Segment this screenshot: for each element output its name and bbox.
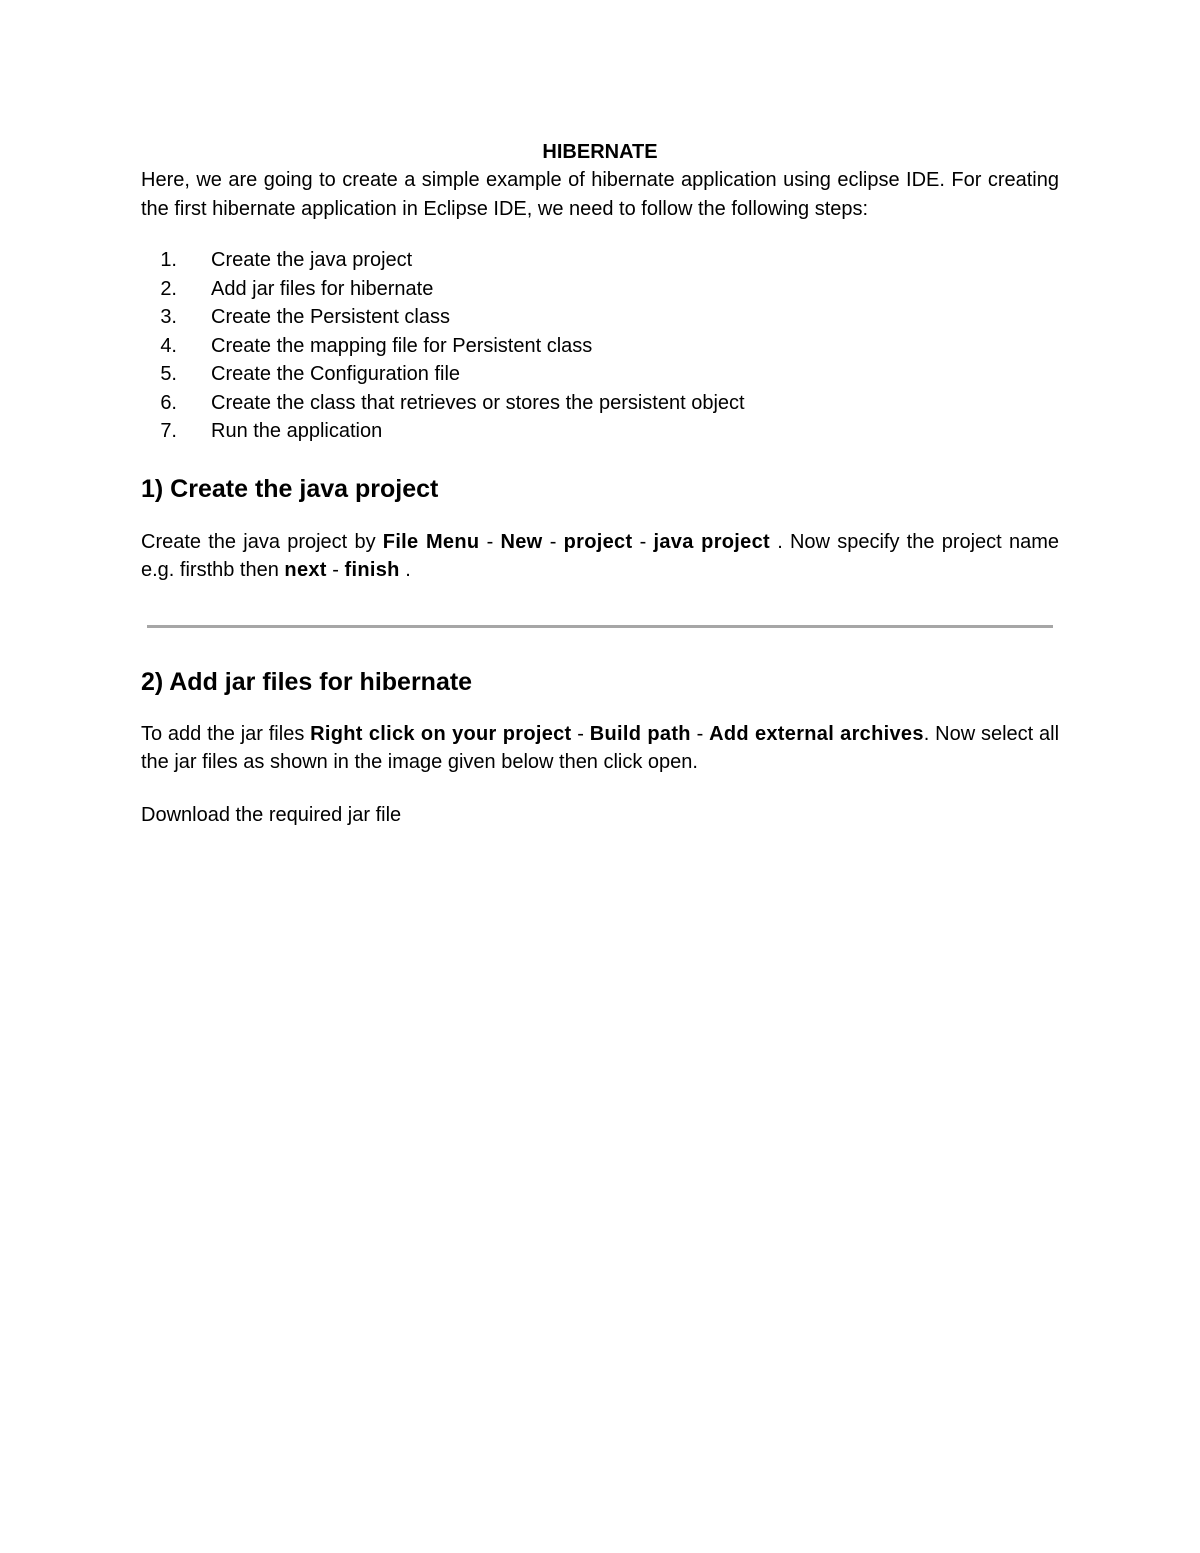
list-item xyxy=(141,360,1059,389)
list-item-text: Create the class that retrieves or stores the persistent object xyxy=(211,391,745,414)
steps-list xyxy=(141,246,1059,446)
download-text: Download the required jar file xyxy=(141,803,402,826)
bold-text-finish: finish xyxy=(344,559,400,581)
section-heading-add-jars: 2) Add jar files for hibernate xyxy=(141,667,473,696)
bold-text-project: project xyxy=(563,530,633,553)
list-item-text: Run the application xyxy=(211,420,383,442)
list-item xyxy=(141,417,1059,446)
text-run: To add the jar files xyxy=(141,722,311,745)
list-number: 6. xyxy=(160,391,177,414)
separator: - xyxy=(690,722,710,745)
document-page xyxy=(141,138,1059,829)
list-item-text: Create the Persistent class xyxy=(211,306,450,328)
separator: - xyxy=(542,530,564,553)
section-paragraph-create-project xyxy=(141,528,1059,585)
bold-text-new: New xyxy=(500,530,543,553)
separator: - xyxy=(632,530,654,553)
bold-text-add-external-archives: Add external archives xyxy=(709,722,924,745)
bold-text-file-menu: File Menu xyxy=(382,530,480,553)
list-number: 5. xyxy=(160,363,177,385)
list-item-text: Create the Configuration file xyxy=(211,363,461,385)
list-number: 2. xyxy=(160,277,177,300)
intro-paragraph: Here, we are going to create a simple example of hibernate application using eclipse IDE. For creating the first hibernate application in Eclipse IDE, we need to follow the following steps: xyxy=(141,169,1059,220)
bold-text-right-click: Right click on your project xyxy=(310,722,572,745)
text-run: Create the java project by xyxy=(141,530,383,553)
list-number: 3. xyxy=(160,306,177,328)
horizontal-divider xyxy=(147,625,1053,628)
separator: - xyxy=(479,530,501,553)
list-item xyxy=(141,303,1059,332)
list-item xyxy=(141,332,1059,361)
text-run: . Now specify the project name e.g. firsthb then xyxy=(141,530,1059,581)
section-heading-create-project: 1) Create the java project xyxy=(141,474,439,503)
list-item xyxy=(141,246,1059,275)
bold-text-build-path: Build path xyxy=(589,722,691,745)
bold-text-java-project: java project xyxy=(653,530,770,553)
list-item xyxy=(141,275,1059,304)
document-title: HIBERNATE xyxy=(542,141,658,163)
separator: - xyxy=(571,722,590,745)
list-number: 7. xyxy=(160,420,177,442)
text-run: . Now select all the jar files as shown in the image given below then click open. xyxy=(141,722,1060,773)
separator: - xyxy=(326,559,345,581)
list-item-text: Create the java project xyxy=(211,249,413,271)
list-item xyxy=(141,389,1059,418)
list-item-text: Create the mapping file for Persistent class xyxy=(211,334,593,357)
list-item-text: Add jar files for hibernate xyxy=(211,277,434,300)
bold-text-next: next xyxy=(284,559,327,581)
text-run: . xyxy=(399,559,411,581)
list-number: 1. xyxy=(160,249,177,271)
section-paragraph-add-jars xyxy=(141,720,1059,777)
list-number: 4. xyxy=(160,334,177,357)
